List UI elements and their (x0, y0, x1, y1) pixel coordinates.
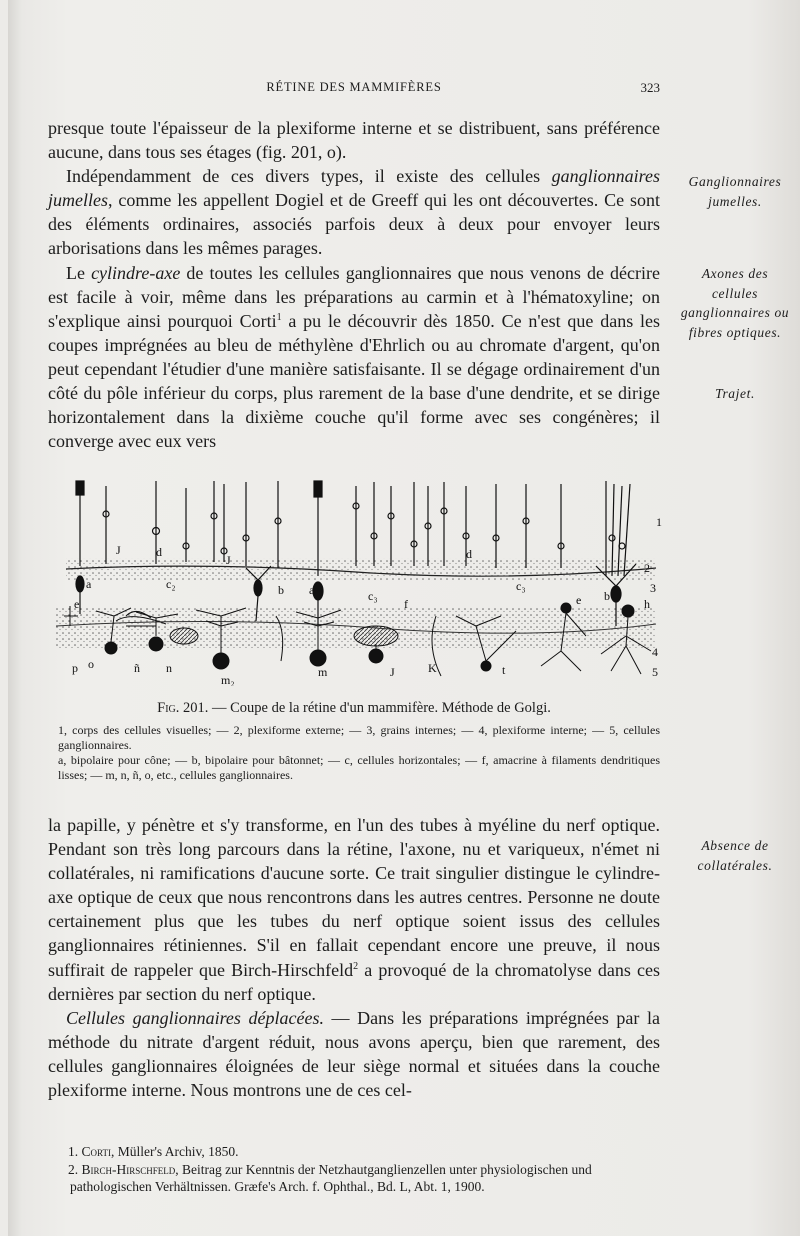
layer-label-5: 5 (652, 665, 658, 679)
caption-title (48, 700, 660, 717)
footnotes (48, 1143, 660, 1196)
fn2-text: , Beitrag zur Kenntnis der Netzhautganglienzellen unter physiologischen und pathologischen Verhältnissen. Græfe's Arch. f. Ophthal., Bd. L, Abt. 1, 1900. (70, 1161, 592, 1194)
paragraph-2 (48, 164, 660, 260)
p4-text: la papille, y pénètre et s'y transforme, en l'un des tubes à myéline du nerf optique. Pendant son très long parcours dans la rétine, l'axone, nu et variqueux, n'émet ni collatérales, ni ramifications d'aucune sorte. Ce trait singulier distingue le cylindre-axe optique de ceux que nous rencontrons dans les autres centres. Personne ne doute certainement plus que les tubes du nerf optique soient issus des cellules ganglionnaires rétiniennes. S'il en fallait cependant encore une preuve, il nous suffirait de rappeler que Birch-Hirschfeld (48, 815, 660, 980)
label-p: p (72, 661, 78, 675)
layer-label-3: 3 (650, 581, 656, 595)
label-a-left: a (86, 577, 92, 591)
margin-note-collaterales: Absence de collatérales. (697, 838, 773, 873)
label-d-right: d (466, 547, 472, 561)
running-header (48, 80, 660, 100)
label-e-right: e (576, 593, 582, 607)
label-t: t (502, 663, 506, 677)
paragraph-3 (48, 261, 660, 454)
label-c3: c₃ (368, 589, 378, 603)
p3-start: Le (66, 262, 92, 283)
label-j-small: J (226, 553, 231, 567)
body-text-top (48, 116, 660, 453)
fn2-number: 2. (68, 1161, 79, 1177)
caption-text: — Coupe de la rétine d'un mammifère. Méthode de Golgi. (208, 700, 551, 716)
caption-prefix: Fig. 201. (157, 700, 209, 716)
label-b-right: b (604, 589, 610, 603)
paragraph-4 (48, 813, 660, 1006)
margin-note-trajet: Trajet. (715, 386, 755, 401)
paragraph-5 (48, 1006, 660, 1102)
fn1-text: , Müller's Archiv, 1850. (110, 1144, 239, 1159)
p4-end: a provoqué de la chromatolyse dans ces dernières par section du nerf optique. (48, 959, 660, 1004)
p3-term: cylindre-axe (91, 262, 181, 283)
margin-note-jumelles: Ganglionnaires jumelles. (688, 174, 782, 209)
p3-mid: de toutes les cellules ganglionnaires que nous venons de décrire est facile à voir, même dans les préparations au carmin et à l'hématoxyline; on s'explique ainsi pourquoi Corti (48, 262, 660, 331)
outer-plexiform-layer (66, 558, 656, 580)
p5-text: — Dans les préparations imprégnées par la méthode du nitrate d'argent réduit, nous avons aperçu, bien que rarement, des cellules ganglionnaires éloignées de leur siège normal et situées dans la couche plexiforme interne. Nous montrons une de ces cel- (48, 1007, 660, 1101)
label-j-bottom: J (390, 665, 395, 679)
footnote-ref-2: 2 (353, 960, 359, 972)
figure-caption (48, 700, 660, 783)
p5-heading: Cellules ganglionnaires déplacées. (66, 1007, 324, 1028)
body-text-bottom (48, 813, 660, 1102)
footnote-ref-1: 1 (276, 311, 282, 323)
p2-start: Indépendamment de ces divers types, il existe des cellules (66, 166, 552, 187)
paragraph-1: presque toute l'épaisseur de la plexiforme interne et se distribuent, sans préférence aucune, dans tous ses étages (fig. 201, o). (48, 118, 660, 163)
page-number: 323 (640, 80, 660, 95)
layer-label-4: 4 (652, 645, 658, 659)
retina-figure (56, 476, 666, 686)
running-title: RÉTINE DES MAMMIFÈRES (266, 80, 442, 94)
fn2-author: Birch-Hirschfeld (81, 1161, 176, 1177)
layer-label-2: 2 (644, 561, 650, 575)
label-m: m (318, 665, 328, 679)
label-f: f (404, 597, 408, 611)
layer-label-1: 1 (656, 515, 662, 529)
label-c3-right: c₃ (516, 579, 526, 593)
fn1-author: Corti (81, 1144, 111, 1159)
label-c2: c₂ (166, 577, 176, 591)
label-b-left: b (278, 583, 284, 597)
p3-end: a pu le découvrir dès 1850. Ce n'est que dans les coupes imprégnées au bleu de méthylène d'Ehrlich ou au chromate d'argent, qu'on peut cependant l'étudier d'une manière satisfaisante. Il se dégage ordinairement d'un côté du pôle inférieur du corps, plus rarement de la base d'une dendrite, et se dirige horizontalement dans la dixième couche qu'il forme avec ses congénères; il converge avec eux vers (48, 310, 660, 452)
label-m2: m₂ (221, 673, 235, 686)
legend-layers: 1, corps des cellules visuelles; — 2, plexiforme externe; — 3, grains internes; — 4, plexiforme interne; — 5, cellules ganglionnaires. (58, 723, 660, 752)
margin-note-axones: Axones des cellules ganglionnaires ou fibres optiques. (680, 266, 790, 340)
label-d: d (156, 545, 162, 559)
label-n: n (166, 661, 172, 675)
p2-term: ganglionnaires jumelles (48, 166, 660, 211)
figure-labels (72, 515, 662, 686)
fn1-number: 1. (68, 1144, 79, 1159)
p2-end: , comme les appellent Dogiel et de Greeff qui les ont découvertes. Ce sont des éléments ordinaires, associés parfois deux à deux pour envoyer leurs arborisations dans les mêmes parages. (48, 190, 660, 259)
footnote-1 (48, 1143, 660, 1161)
legend-cells: a, bipolaire pour cône; — b, bipolaire pour bâtonnet; — c, cellules horizontales; — f, amacrine à filaments dendritiques lisses; — m, n, ñ, o, etc., cellules ganglionnaires. (58, 753, 660, 782)
book-page (8, 0, 800, 1236)
label-ntilde: ñ (134, 661, 140, 675)
label-a-mid: a (309, 583, 315, 597)
label-e: e (74, 597, 80, 611)
label-k: K (428, 661, 437, 675)
caption-legend (48, 723, 660, 783)
footnote-2 (48, 1161, 660, 1196)
label-j: J (116, 543, 121, 557)
label-h: h (644, 597, 650, 611)
label-o: o (88, 657, 94, 671)
